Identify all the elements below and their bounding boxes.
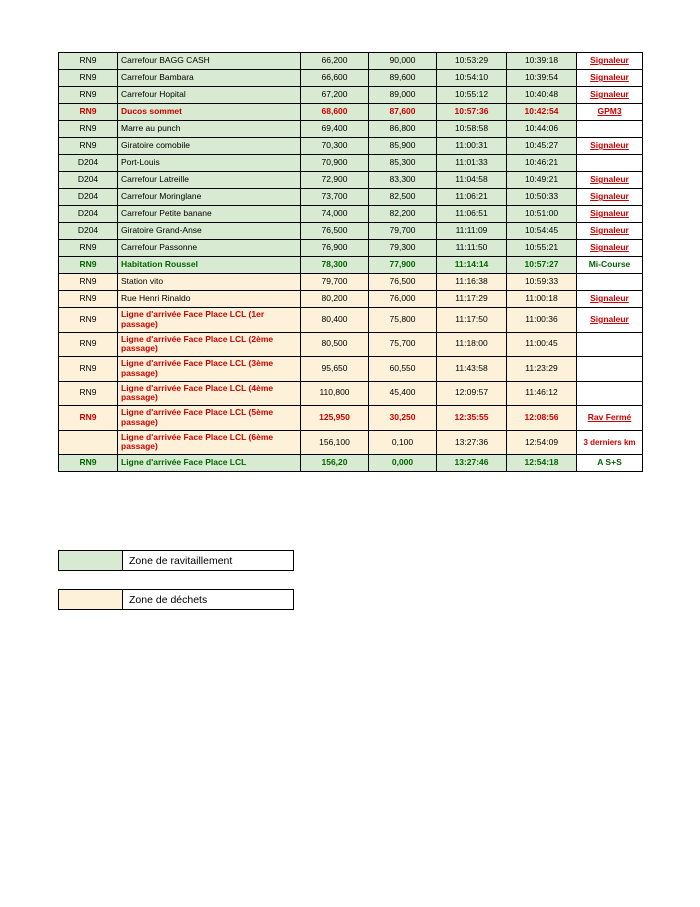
cell-km-covered: 0,000 xyxy=(369,455,437,472)
cell-km-remaining: 95,650 xyxy=(301,357,369,382)
table-row xyxy=(59,87,643,104)
table-row xyxy=(59,257,643,274)
cell-road: RN9 xyxy=(59,291,118,308)
cell-time-2: 10:45:27 xyxy=(507,138,577,155)
cell-note xyxy=(577,155,643,172)
cell-km-covered: 75,800 xyxy=(369,308,437,333)
cell-time-2: 10:40:48 xyxy=(507,87,577,104)
cell-place: Ligne d'arrivée Face Place LCL (6ème passage) xyxy=(118,430,301,455)
cell-km-remaining: 80,400 xyxy=(301,308,369,333)
cell-km-covered: 89,000 xyxy=(369,87,437,104)
cell-time-1: 10:54:10 xyxy=(437,70,507,87)
cell-road: D204 xyxy=(59,206,118,223)
cell-place: Port-Louis xyxy=(118,155,301,172)
cell-km-remaining: 156,100 xyxy=(301,430,369,455)
cell-km-covered: 60,550 xyxy=(369,357,437,382)
cell-km-remaining: 70,300 xyxy=(301,138,369,155)
roadbook-table xyxy=(58,52,643,472)
cell-time-2: 12:08:56 xyxy=(507,406,577,431)
roadbook-body xyxy=(59,53,643,472)
cell-road: RN9 xyxy=(59,274,118,291)
cell-place: Carrefour Hopital xyxy=(118,87,301,104)
cell-km-remaining: 76,500 xyxy=(301,223,369,240)
cell-note xyxy=(577,308,643,333)
cell-place: Ligne d'arrivée Face Place LCL (3ème passage) xyxy=(118,357,301,382)
cell-time-2: 12:54:09 xyxy=(507,430,577,455)
cell-note xyxy=(577,206,643,223)
table-row xyxy=(59,291,643,308)
cell-place: Carrefour BAGG CASH xyxy=(118,53,301,70)
cell-road: RN9 xyxy=(59,257,118,274)
table-row xyxy=(59,455,643,472)
legend-label-dechets: Zone de déchets xyxy=(123,590,293,609)
cell-time-2: 10:39:54 xyxy=(507,70,577,87)
cell-km-covered: 86,800 xyxy=(369,121,437,138)
cell-road: RN9 xyxy=(59,381,118,406)
cell-km-covered: 45,400 xyxy=(369,381,437,406)
cell-km-remaining: 66,200 xyxy=(301,53,369,70)
legend-swatch-dechets xyxy=(59,590,123,609)
cell-km-remaining: 78,300 xyxy=(301,257,369,274)
cell-time-1: 11:06:21 xyxy=(437,189,507,206)
cell-note xyxy=(577,381,643,406)
cell-km-remaining: 66,600 xyxy=(301,70,369,87)
cell-km-covered: 85,300 xyxy=(369,155,437,172)
cell-time-2: 11:00:36 xyxy=(507,308,577,333)
cell-road: D204 xyxy=(59,172,118,189)
note-label: Mi-Course xyxy=(588,259,631,270)
cell-time-2: 10:55:21 xyxy=(507,240,577,257)
cell-place: Giratoire comobile xyxy=(118,138,301,155)
cell-road: D204 xyxy=(59,223,118,240)
cell-time-1: 13:27:36 xyxy=(437,430,507,455)
cell-place: Carrefour Petite banane xyxy=(118,206,301,223)
cell-km-remaining: 69,400 xyxy=(301,121,369,138)
cell-time-1: 11:14:14 xyxy=(437,257,507,274)
cell-note xyxy=(577,223,643,240)
note-label: Signaleur xyxy=(590,140,629,151)
cell-road: RN9 xyxy=(59,104,118,121)
cell-time-1: 11:16:38 xyxy=(437,274,507,291)
cell-road: D204 xyxy=(59,155,118,172)
cell-km-covered: 79,700 xyxy=(369,223,437,240)
cell-note xyxy=(577,455,643,472)
cell-note xyxy=(577,138,643,155)
cell-time-1: 13:27:46 xyxy=(437,455,507,472)
cell-note xyxy=(577,257,643,274)
cell-time-1: 11:04:58 xyxy=(437,172,507,189)
cell-place: Rue Henri Rinaldo xyxy=(118,291,301,308)
note-label: Signaleur xyxy=(590,89,629,100)
cell-road: RN9 xyxy=(59,455,118,472)
cell-time-2: 11:23:29 xyxy=(507,357,577,382)
cell-time-1: 10:57:36 xyxy=(437,104,507,121)
cell-time-1: 11:17:29 xyxy=(437,291,507,308)
cell-time-1: 11:17:50 xyxy=(437,308,507,333)
cell-note xyxy=(577,70,643,87)
cell-place: Marre au punch xyxy=(118,121,301,138)
table-row xyxy=(59,172,643,189)
cell-km-covered: 79,300 xyxy=(369,240,437,257)
cell-time-1: 11:11:50 xyxy=(437,240,507,257)
cell-road: D204 xyxy=(59,189,118,206)
cell-km-remaining: 79,700 xyxy=(301,274,369,291)
cell-note xyxy=(577,291,643,308)
cell-time-2: 10:54:45 xyxy=(507,223,577,240)
cell-km-remaining: 125,950 xyxy=(301,406,369,431)
cell-place: Ligne d'arrivée Face Place LCL (2ème passage) xyxy=(118,332,301,357)
cell-km-remaining: 80,200 xyxy=(301,291,369,308)
cell-note xyxy=(577,406,643,431)
cell-place: Ligne d'arrivée Face Place LCL (5ème passage) xyxy=(118,406,301,431)
note-label: Signaleur xyxy=(590,225,629,236)
cell-time-1: 12:09:57 xyxy=(437,381,507,406)
cell-place: Ligne d'arrivée Face Place LCL xyxy=(118,455,301,472)
cell-note xyxy=(577,430,643,455)
cell-km-remaining: 76,900 xyxy=(301,240,369,257)
cell-place: Carrefour Bambara xyxy=(118,70,301,87)
cell-note xyxy=(577,87,643,104)
table-row xyxy=(59,406,643,431)
cell-place: Carrefour Moringlane xyxy=(118,189,301,206)
cell-place: Habitation Roussel xyxy=(118,257,301,274)
cell-km-remaining: 80,500 xyxy=(301,332,369,357)
cell-km-remaining: 72,900 xyxy=(301,172,369,189)
cell-time-2: 10:39:18 xyxy=(507,53,577,70)
table-row xyxy=(59,104,643,121)
cell-km-covered: 85,900 xyxy=(369,138,437,155)
cell-note xyxy=(577,172,643,189)
note-label: Signaleur xyxy=(590,55,629,66)
cell-km-covered: 30,250 xyxy=(369,406,437,431)
cell-time-1: 11:01:33 xyxy=(437,155,507,172)
table-row xyxy=(59,332,643,357)
cell-km-covered: 76,500 xyxy=(369,274,437,291)
cell-road: RN9 xyxy=(59,240,118,257)
cell-time-2: 10:42:54 xyxy=(507,104,577,121)
cell-road: RN9 xyxy=(59,87,118,104)
cell-km-covered: 87,600 xyxy=(369,104,437,121)
table-row xyxy=(59,206,643,223)
cell-place: Carrefour Latreille xyxy=(118,172,301,189)
cell-note xyxy=(577,274,643,291)
cell-km-remaining: 73,700 xyxy=(301,189,369,206)
cell-time-2: 10:57:27 xyxy=(507,257,577,274)
cell-km-covered: 77,900 xyxy=(369,257,437,274)
cell-time-1: 12:35:55 xyxy=(437,406,507,431)
note-label: Signaleur xyxy=(590,72,629,83)
legend-dechets xyxy=(58,589,294,610)
cell-road: RN9 xyxy=(59,121,118,138)
note-label: GPM3 xyxy=(597,106,622,117)
cell-km-covered: 90,000 xyxy=(369,53,437,70)
cell-road: RN9 xyxy=(59,70,118,87)
cell-time-1: 11:11:09 xyxy=(437,223,507,240)
cell-place: Ligne d'arrivée Face Place LCL (1er passage) xyxy=(118,308,301,333)
cell-road xyxy=(59,430,118,455)
cell-time-1: 10:55:12 xyxy=(437,87,507,104)
cell-time-2: 11:00:18 xyxy=(507,291,577,308)
cell-note xyxy=(577,240,643,257)
cell-note xyxy=(577,332,643,357)
cell-km-covered: 82,500 xyxy=(369,189,437,206)
cell-time-2: 12:54:18 xyxy=(507,455,577,472)
note-label: Signaleur xyxy=(590,293,629,304)
note-label: Signaleur xyxy=(590,191,629,202)
cell-km-remaining: 156,20 xyxy=(301,455,369,472)
table-row xyxy=(59,223,643,240)
cell-place: Ducos sommet xyxy=(118,104,301,121)
cell-time-1: 11:00:31 xyxy=(437,138,507,155)
cell-road: RN9 xyxy=(59,138,118,155)
cell-place: Station vito xyxy=(118,274,301,291)
table-row xyxy=(59,308,643,333)
cell-time-2: 10:51:00 xyxy=(507,206,577,223)
legend-ravitaillement xyxy=(58,550,294,571)
cell-road: RN9 xyxy=(59,357,118,382)
cell-time-2: 10:44:06 xyxy=(507,121,577,138)
cell-km-covered: 0,100 xyxy=(369,430,437,455)
cell-place: Ligne d'arrivée Face Place LCL (4ème passage) xyxy=(118,381,301,406)
note-label: Signaleur xyxy=(590,313,629,324)
cell-km-remaining: 67,200 xyxy=(301,87,369,104)
table-row xyxy=(59,357,643,382)
cell-note xyxy=(577,189,643,206)
cell-km-covered: 83,300 xyxy=(369,172,437,189)
note-label: Signaleur xyxy=(590,208,629,219)
legend-label-ravitaillement: Zone de ravitaillement xyxy=(123,551,293,570)
cell-time-1: 11:06:51 xyxy=(437,206,507,223)
table-row xyxy=(59,274,643,291)
cell-note xyxy=(577,104,643,121)
cell-road: RN9 xyxy=(59,53,118,70)
cell-time-2: 11:46:12 xyxy=(507,381,577,406)
cell-km-covered: 89,600 xyxy=(369,70,437,87)
cell-km-remaining: 74,000 xyxy=(301,206,369,223)
cell-km-covered: 75,700 xyxy=(369,332,437,357)
table-row xyxy=(59,430,643,455)
table-row xyxy=(59,53,643,70)
cell-km-remaining: 70,900 xyxy=(301,155,369,172)
cell-road: RN9 xyxy=(59,308,118,333)
cell-time-2: 10:50:33 xyxy=(507,189,577,206)
cell-time-1: 11:43:58 xyxy=(437,357,507,382)
cell-note xyxy=(577,357,643,382)
table-row xyxy=(59,138,643,155)
table-row xyxy=(59,121,643,138)
cell-km-remaining: 110,800 xyxy=(301,381,369,406)
note-label: Signaleur xyxy=(590,242,629,253)
cell-time-2: 10:49:21 xyxy=(507,172,577,189)
cell-km-covered: 76,000 xyxy=(369,291,437,308)
cell-time-1: 11:18:00 xyxy=(437,332,507,357)
cell-place: Carrefour Passonne xyxy=(118,240,301,257)
cell-note xyxy=(577,53,643,70)
table-row xyxy=(59,155,643,172)
cell-time-2: 11:00:45 xyxy=(507,332,577,357)
legend-swatch-ravitaillement xyxy=(59,551,123,570)
table-row xyxy=(59,189,643,206)
table-row xyxy=(59,240,643,257)
cell-road: RN9 xyxy=(59,406,118,431)
cell-place: Giratoire Grand-Anse xyxy=(118,223,301,240)
cell-km-covered: 82,200 xyxy=(369,206,437,223)
note-label: Rav Fermé xyxy=(587,412,632,422)
cell-road: RN9 xyxy=(59,332,118,357)
table-row xyxy=(59,70,643,87)
cell-time-1: 10:53:29 xyxy=(437,53,507,70)
cell-time-1: 10:58:58 xyxy=(437,121,507,138)
cell-note xyxy=(577,121,643,138)
cell-time-2: 10:59:33 xyxy=(507,274,577,291)
cell-km-remaining: 68,600 xyxy=(301,104,369,121)
note-label: 3 derniers km xyxy=(583,437,636,447)
note-label: A S+S xyxy=(597,457,622,468)
note-label: Signaleur xyxy=(590,174,629,185)
table-row xyxy=(59,381,643,406)
cell-time-2: 10:46:21 xyxy=(507,155,577,172)
